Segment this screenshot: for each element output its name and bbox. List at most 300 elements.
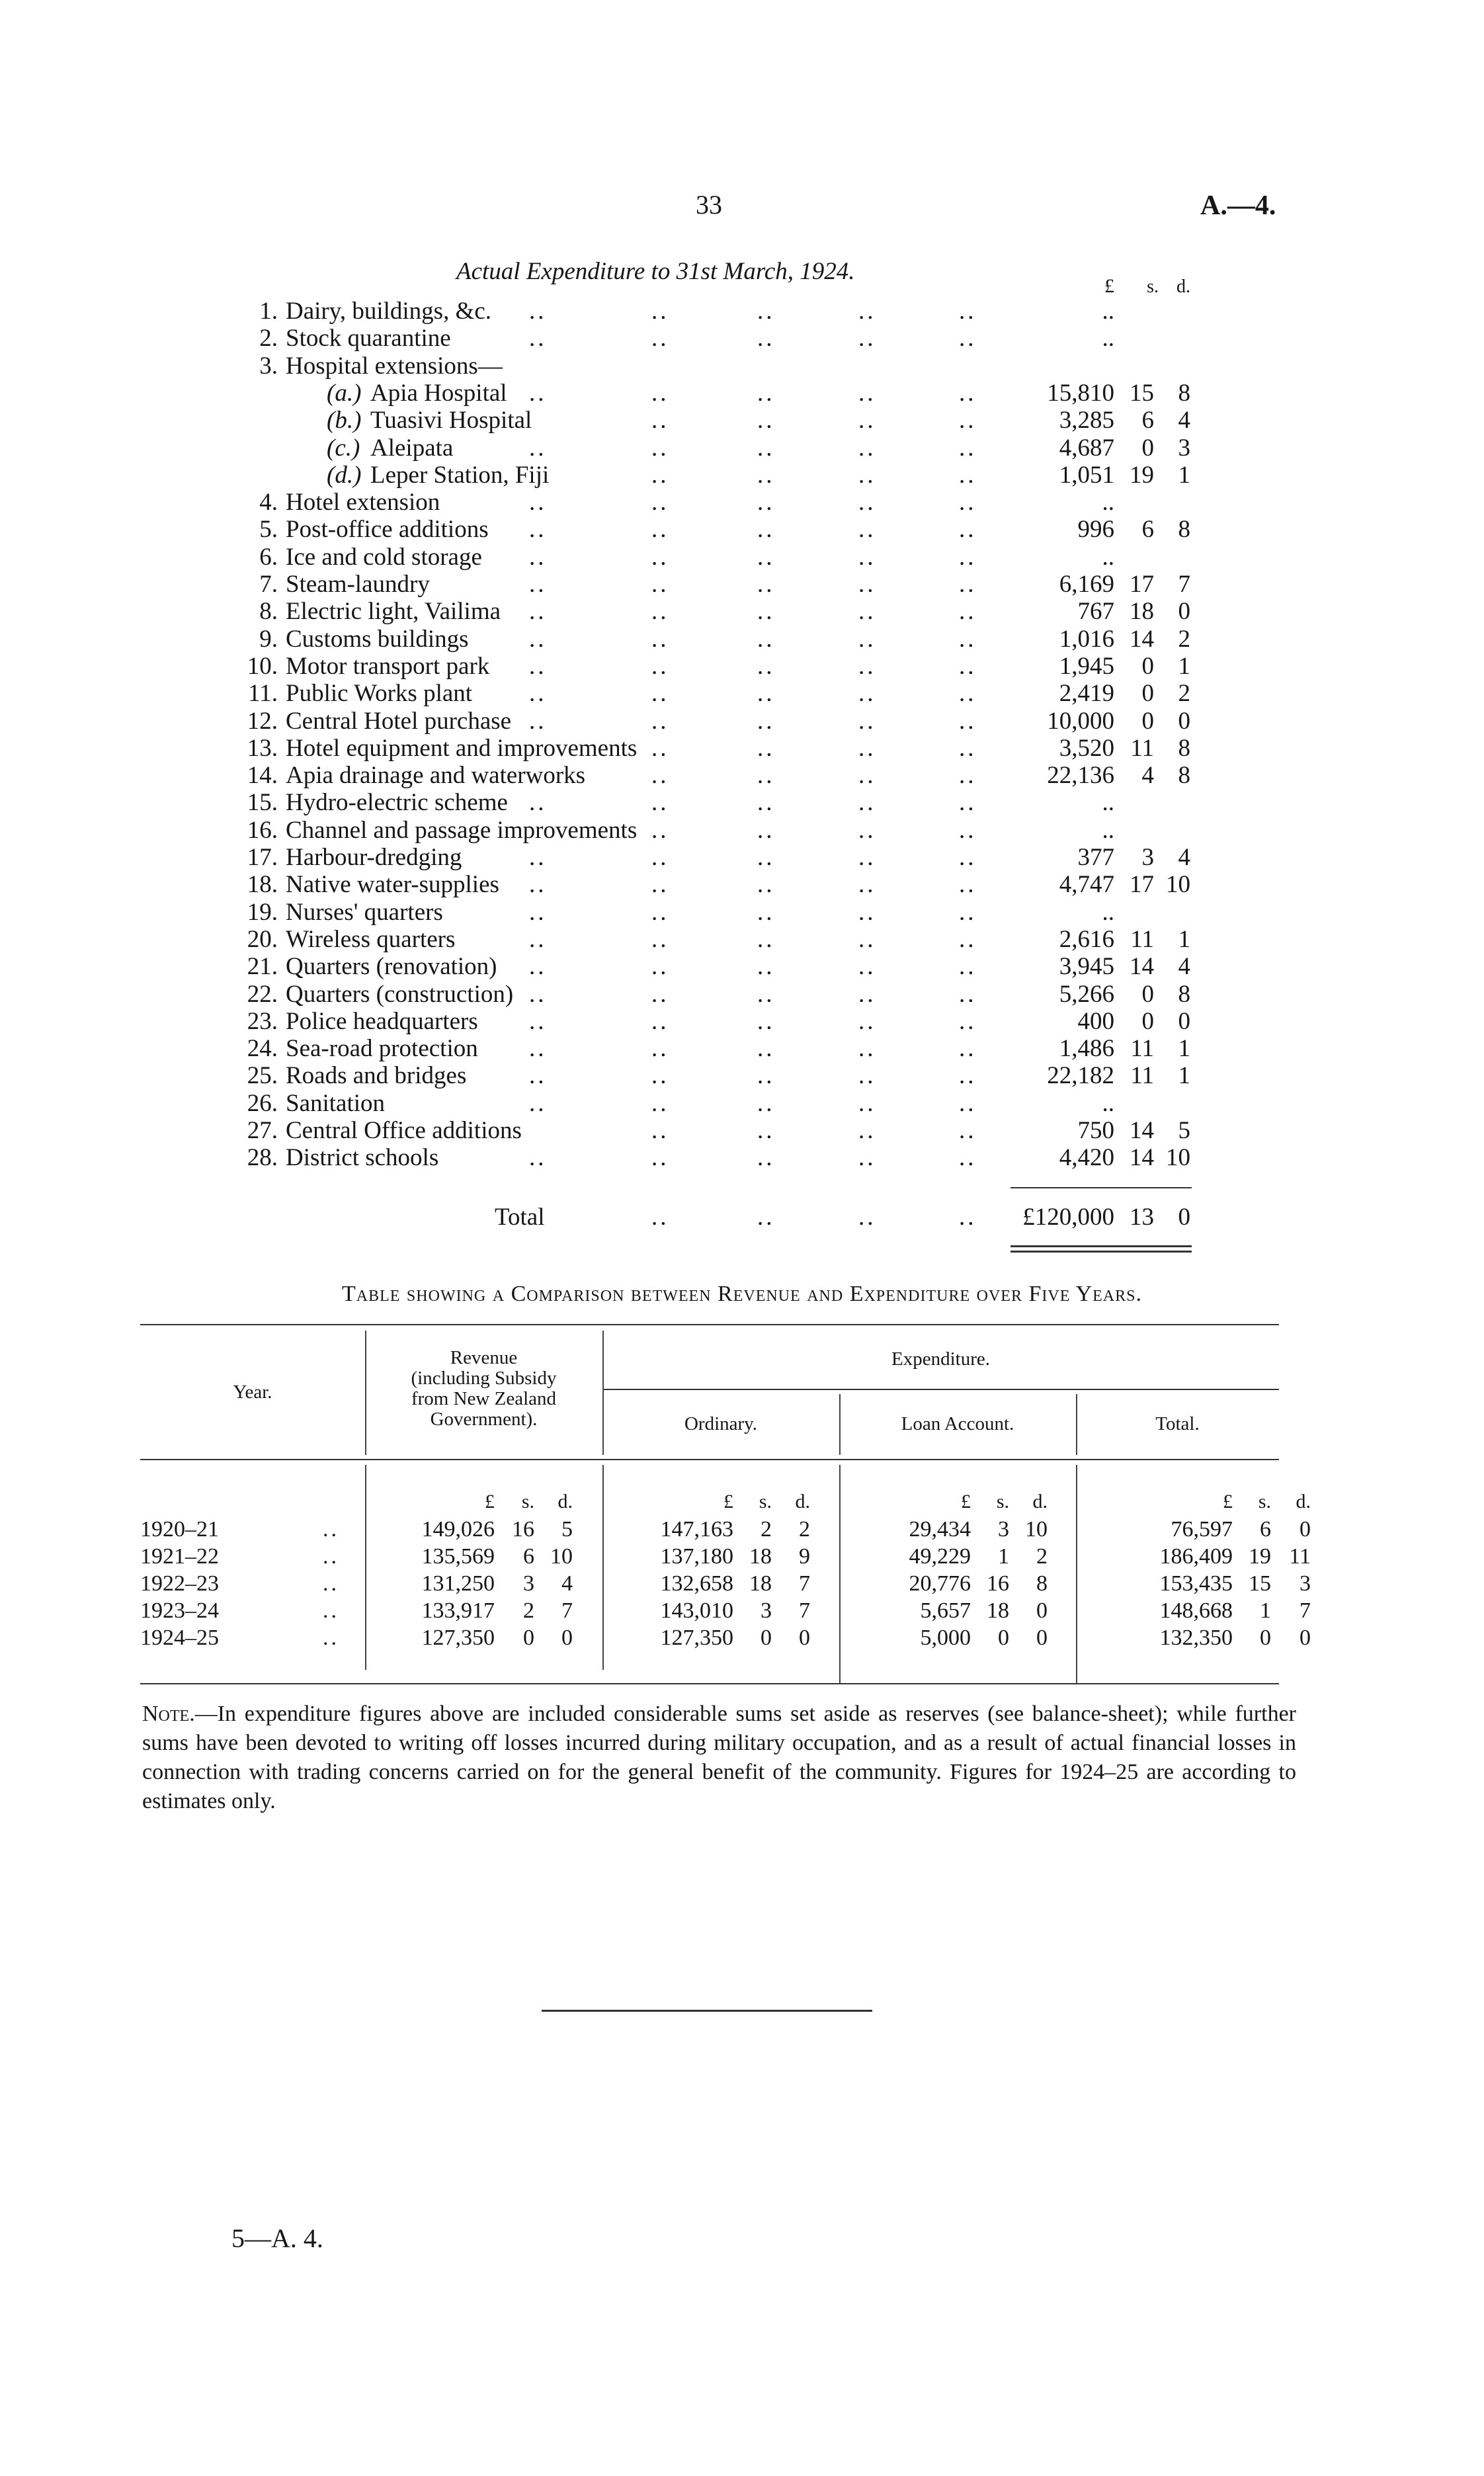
- column-divider: [1076, 1465, 1077, 1683]
- expenditure-subrule: [603, 1389, 1279, 1390]
- total-cell: 148,668: [1159, 1598, 1233, 1623]
- item-label: Roads and bridges: [286, 1062, 467, 1090]
- loan-cell: 16: [987, 1571, 1009, 1596]
- item-pounds: 5,266: [1059, 980, 1114, 1008]
- item-pounds: ..: [1102, 898, 1114, 926]
- leader-dots: ..: [651, 1062, 669, 1090]
- year-cell: 1922–23: [140, 1571, 219, 1596]
- loan-pence-unit: d.: [1032, 1491, 1048, 1512]
- item-pounds: ..: [1102, 543, 1114, 571]
- item-shillings: 4: [1141, 762, 1154, 790]
- header-loan-account: Loan Account.: [901, 1413, 1014, 1434]
- leader-dots: ..: [858, 625, 876, 653]
- item-shillings: 11: [1130, 1062, 1154, 1090]
- item-number: 6.: [259, 543, 278, 571]
- item-pence: 4: [1178, 407, 1190, 434]
- item-number: 16.: [247, 816, 278, 844]
- leader-dots: ..: [959, 789, 977, 817]
- revenue-cell: 0: [523, 1626, 534, 1650]
- total-pounds-unit: £: [1223, 1491, 1233, 1512]
- item-shillings: 3: [1141, 844, 1154, 871]
- leader-dots: ..: [757, 1144, 775, 1172]
- ordinary-pence-unit: d.: [795, 1491, 810, 1512]
- item-label: Dairy, buildings, &c.: [286, 298, 492, 325]
- item-pounds: 750: [1077, 1117, 1114, 1144]
- leader-dots: ..: [651, 816, 669, 844]
- item-number: 8.: [259, 598, 278, 626]
- leader-dots: ..: [757, 379, 775, 407]
- leader-dots: ..: [959, 898, 977, 926]
- leader-dots: ..: [529, 543, 547, 571]
- leader-dots: ..: [651, 461, 669, 489]
- leader-dots: ..: [529, 489, 547, 516]
- leader-dots: ..: [651, 871, 669, 899]
- total-cell: 7: [1299, 1598, 1311, 1623]
- leader-dots: ..: [959, 1117, 977, 1144]
- item-label: Stock quarantine: [286, 325, 451, 352]
- item-pence: 10: [1166, 1144, 1190, 1172]
- item-shillings: 14: [1130, 625, 1154, 653]
- item-shillings: 0: [1141, 652, 1154, 680]
- leader-dots: ..: [651, 762, 669, 790]
- leader-dots: ..: [959, 680, 977, 708]
- ordinary-cell: 132,658: [660, 1571, 733, 1596]
- leader-dots: ..: [323, 1544, 339, 1569]
- item-pounds: ..: [1102, 789, 1114, 817]
- ordinary-cell: 137,180: [660, 1544, 733, 1569]
- item-number: 10.: [247, 652, 278, 680]
- total-cell: 15: [1249, 1571, 1271, 1596]
- leader-dots: ..: [651, 680, 669, 708]
- leader-dots: ..: [959, 953, 977, 981]
- revenue-pounds-unit: £: [485, 1491, 495, 1512]
- item-pounds: 15,810: [1047, 379, 1114, 407]
- leader-dots: ..: [651, 980, 669, 1008]
- revenue-cell: 0: [561, 1626, 573, 1650]
- ordinary-cell: 7: [799, 1598, 810, 1623]
- leader-dots: ..: [757, 1089, 775, 1117]
- leader-dots: ..: [858, 734, 876, 762]
- leader-dots: ..: [651, 1204, 669, 1231]
- leader-dots: ..: [651, 925, 669, 953]
- item-label: Native water-supplies: [286, 871, 499, 899]
- total-cell: 19: [1249, 1544, 1271, 1569]
- leader-dots: ..: [757, 461, 775, 489]
- item-pence: 2: [1178, 625, 1190, 653]
- leader-dots: ..: [858, 325, 876, 352]
- item-pounds: 22,136: [1047, 762, 1114, 790]
- leader-dots: ..: [757, 816, 775, 844]
- ordinary-cell: 0: [761, 1626, 772, 1650]
- total-pence-unit: d.: [1296, 1491, 1311, 1512]
- item-shillings: 14: [1130, 1144, 1154, 1172]
- pence-header: d.: [1176, 276, 1190, 297]
- item-shillings: 0: [1141, 980, 1154, 1008]
- year-cell: 1920–21: [140, 1517, 219, 1542]
- item-shillings: 11: [1130, 925, 1154, 953]
- item-number: 5.: [259, 516, 278, 544]
- leader-dots: ..: [757, 680, 775, 708]
- leader-dots: ..: [757, 789, 775, 817]
- revenue-shillings-unit: s.: [521, 1491, 534, 1512]
- loan-cell: 20,776: [909, 1571, 971, 1596]
- item-label: Wireless quarters: [286, 925, 456, 953]
- total-cell: 76,597: [1171, 1517, 1233, 1542]
- item-label: Hotel equipment and improvements: [286, 734, 638, 762]
- leader-dots: ..: [529, 898, 547, 926]
- item-shillings: 14: [1130, 953, 1154, 981]
- item-label: Channel and passage improvements: [286, 816, 638, 844]
- revenue-cell: 149,026: [421, 1517, 495, 1542]
- leader-dots: ..: [959, 489, 977, 516]
- leader-dots: ..: [529, 980, 547, 1008]
- leader-dots: ..: [959, 871, 977, 899]
- item-pounds: 2,616: [1059, 925, 1114, 953]
- leader-dots: ..: [858, 844, 876, 871]
- leader-dots: ..: [959, 543, 977, 571]
- revenue-cell: 131,250: [421, 1571, 495, 1596]
- item-number: 13.: [247, 734, 278, 762]
- item-pounds: ..: [1102, 489, 1114, 516]
- leader-dots: ..: [529, 379, 547, 407]
- revenue-cell: 135,569: [421, 1544, 495, 1569]
- item-label: District schools: [286, 1144, 439, 1172]
- item-pounds: 3,520: [1059, 734, 1114, 762]
- item-label: Hydro-electric scheme: [286, 789, 508, 817]
- item-number: 3.: [259, 352, 278, 380]
- total-cell: 0: [1299, 1517, 1311, 1542]
- total-cell: 0: [1260, 1626, 1271, 1650]
- item-label: Public Works plant: [286, 680, 473, 708]
- total-cell: 153,435: [1159, 1571, 1233, 1596]
- item-number: 2.: [259, 325, 278, 352]
- leader-dots: ..: [529, 844, 547, 871]
- leader-dots: ..: [529, 298, 547, 325]
- leader-dots: ..: [858, 707, 876, 735]
- total-label: Total: [495, 1204, 545, 1231]
- leader-dots: ..: [757, 325, 775, 352]
- leader-dots: ..: [757, 489, 775, 516]
- item-shillings: 18: [1130, 598, 1154, 626]
- revenue-cell: 4: [561, 1571, 573, 1596]
- item-pence: 2: [1178, 680, 1190, 708]
- item-number: 12.: [247, 707, 278, 735]
- item-number: 17.: [247, 844, 278, 871]
- leader-dots: ..: [757, 1117, 775, 1144]
- leader-dots: ..: [959, 461, 977, 489]
- total-cell: 0: [1299, 1626, 1311, 1650]
- item-pounds: 1,016: [1059, 625, 1114, 653]
- loan-cell: 10: [1025, 1517, 1048, 1542]
- loan-cell: 49,229: [909, 1544, 971, 1569]
- document-reference: A.—4.: [1200, 190, 1276, 221]
- leader-dots: ..: [757, 571, 775, 598]
- leader-dots: ..: [529, 434, 547, 462]
- leader-dots: ..: [651, 1089, 669, 1117]
- leader-dots: ..: [858, 925, 876, 953]
- leader-dots: ..: [858, 1204, 876, 1231]
- loan-cell: 29,434: [909, 1517, 971, 1542]
- leader-dots: ..: [651, 379, 669, 407]
- leader-dots: ..: [757, 1062, 775, 1090]
- loan-cell: 5,000: [920, 1626, 971, 1650]
- item-label: Tuasivi Hospital: [370, 407, 532, 434]
- leader-dots: ..: [959, 379, 977, 407]
- revenue-cell: 7: [561, 1598, 573, 1623]
- leader-dots: ..: [858, 652, 876, 680]
- item-pence: 8: [1178, 762, 1190, 790]
- total-shillings-unit: s.: [1258, 1491, 1271, 1512]
- leader-dots: ..: [757, 298, 775, 325]
- leader-dots: ..: [529, 1062, 547, 1090]
- leader-dots: ..: [651, 407, 669, 434]
- item-pence: 8: [1178, 379, 1190, 407]
- header-revenue-line: Government).: [430, 1409, 538, 1430]
- ordinary-cell: 7: [799, 1571, 810, 1596]
- leader-dots: ..: [529, 1007, 547, 1035]
- item-pence: 5: [1178, 1117, 1190, 1144]
- item-pence: 1: [1178, 1062, 1190, 1090]
- header-ordinary: Ordinary.: [684, 1413, 758, 1434]
- note-paragraph: [142, 1700, 1296, 1816]
- item-sub-letter: (a.): [327, 379, 362, 407]
- item-shillings: 17: [1130, 571, 1154, 598]
- leader-dots: ..: [651, 652, 669, 680]
- ordinary-cell: 143,010: [660, 1598, 733, 1623]
- ordinary-cell: 3: [761, 1598, 772, 1623]
- leader-dots: ..: [959, 598, 977, 626]
- total-shillings: 13: [1130, 1204, 1154, 1231]
- leader-dots: ..: [959, 816, 977, 844]
- leader-dots: ..: [757, 734, 775, 762]
- ordinary-cell: 18: [749, 1571, 772, 1596]
- leader-dots: ..: [529, 325, 547, 352]
- leader-dots: ..: [959, 516, 977, 544]
- item-pence: 0: [1178, 1007, 1190, 1035]
- leader-dots: ..: [651, 625, 669, 653]
- item-pence: 0: [1178, 707, 1190, 735]
- item-pounds: 6,169: [1059, 571, 1114, 598]
- item-number: 21.: [247, 953, 278, 981]
- leader-dots: ..: [858, 898, 876, 926]
- item-number: 23.: [247, 1007, 278, 1035]
- revenue-cell: 10: [550, 1544, 573, 1569]
- item-shillings: 14: [1130, 1117, 1154, 1144]
- header-revenue-line: Revenue: [450, 1347, 518, 1368]
- item-shillings: 0: [1141, 434, 1154, 462]
- leader-dots: ..: [858, 871, 876, 899]
- item-sub-letter: (b.): [327, 407, 362, 434]
- item-shillings: 0: [1141, 707, 1154, 735]
- item-pounds: 1,486: [1059, 1035, 1114, 1063]
- leader-dots: ..: [529, 680, 547, 708]
- leader-dots: ..: [858, 789, 876, 817]
- item-shillings: 17: [1130, 871, 1154, 899]
- item-label: Electric light, Vailima: [286, 598, 501, 626]
- item-number: 11.: [248, 680, 278, 708]
- leader-dots: ..: [757, 434, 775, 462]
- header-bottom-rule: [140, 1459, 1279, 1460]
- item-pence: 3: [1178, 434, 1190, 462]
- revenue-cell: 2: [523, 1598, 534, 1623]
- item-shillings: 11: [1130, 1035, 1154, 1063]
- header-revenue-line: from New Zealand: [411, 1388, 556, 1409]
- leader-dots: ..: [858, 1144, 876, 1172]
- closing-rule: [542, 2010, 872, 2012]
- table-top-rule: [140, 1324, 1279, 1325]
- item-number: 22.: [247, 980, 278, 1008]
- leader-dots: ..: [959, 325, 977, 352]
- item-pence: 8: [1178, 980, 1190, 1008]
- item-pence: 4: [1178, 844, 1190, 871]
- leader-dots: ..: [651, 707, 669, 735]
- item-pence: 7: [1178, 571, 1190, 598]
- leader-dots: ..: [959, 844, 977, 871]
- item-pence: 4: [1178, 953, 1190, 981]
- item-number: 24.: [247, 1035, 278, 1063]
- item-pence: 8: [1178, 516, 1190, 544]
- leader-dots: ..: [529, 925, 547, 953]
- item-pence: 1: [1178, 925, 1190, 953]
- year-cell: 1921–22: [140, 1544, 219, 1569]
- leader-dots: ..: [323, 1626, 339, 1650]
- loan-shillings-unit: s.: [996, 1491, 1009, 1512]
- revenue-cell: 3: [523, 1571, 534, 1596]
- item-label: Aleipata: [370, 434, 454, 462]
- ordinary-cell: 2: [799, 1517, 810, 1542]
- total-cell: 186,409: [1159, 1544, 1233, 1569]
- leader-dots: ..: [651, 571, 669, 598]
- ordinary-cell: 147,163: [660, 1517, 733, 1542]
- leader-dots: ..: [651, 598, 669, 626]
- leader-dots: ..: [959, 1204, 977, 1231]
- leader-dots: ..: [858, 1062, 876, 1090]
- ordinary-cell: 18: [749, 1544, 772, 1569]
- leader-dots: ..: [529, 871, 547, 899]
- leader-dots: ..: [651, 543, 669, 571]
- loan-cell: 5,657: [920, 1598, 971, 1623]
- page-number: 33: [696, 190, 722, 220]
- leader-dots: ..: [651, 325, 669, 352]
- item-pounds: 1,051: [1059, 461, 1114, 489]
- leader-dots: ..: [757, 598, 775, 626]
- loan-cell: 0: [998, 1626, 1009, 1650]
- leader-dots: ..: [959, 625, 977, 653]
- item-label: Sanitation: [286, 1089, 386, 1117]
- leader-dots: ..: [757, 871, 775, 899]
- item-pounds: 4,687: [1059, 434, 1114, 462]
- item-pence: 1: [1178, 652, 1190, 680]
- leader-dots: ..: [529, 953, 547, 981]
- leader-dots: ..: [959, 1035, 977, 1063]
- loan-cell: 2: [1036, 1544, 1048, 1569]
- item-label: Apia Hospital: [370, 379, 507, 407]
- leader-dots: ..: [757, 844, 775, 871]
- header-revenue-line: (including Subsidy: [411, 1368, 557, 1389]
- item-pence: 8: [1178, 734, 1190, 762]
- leader-dots: ..: [858, 680, 876, 708]
- total-cell: 11: [1289, 1544, 1311, 1569]
- leader-dots: ..: [858, 980, 876, 1008]
- leader-dots: ..: [757, 625, 775, 653]
- item-pence: 1: [1178, 461, 1190, 489]
- item-pounds: ..: [1102, 816, 1114, 844]
- header-total: Total.: [1155, 1413, 1200, 1434]
- revenue-pence-unit: d.: [557, 1491, 573, 1512]
- leader-dots: ..: [959, 407, 977, 434]
- item-label: Police headquarters: [286, 1007, 478, 1035]
- leader-dots: ..: [757, 762, 775, 790]
- ordinary-shillings-unit: s.: [759, 1491, 772, 1512]
- loan-cell: 18: [987, 1598, 1009, 1623]
- item-number: 4.: [259, 489, 278, 516]
- item-number: 7.: [259, 571, 278, 598]
- item-pounds: 3,285: [1059, 407, 1114, 434]
- item-pounds: 22,182: [1047, 1062, 1114, 1090]
- total-cell: 1: [1260, 1598, 1271, 1623]
- loan-cell: 0: [1036, 1598, 1048, 1623]
- item-shillings: 0: [1141, 680, 1154, 708]
- item-shillings: 11: [1130, 734, 1154, 762]
- item-label: Leper Station, Fiji: [370, 461, 550, 489]
- leader-dots: ..: [858, 1035, 876, 1063]
- leader-dots: ..: [757, 652, 775, 680]
- item-pounds: ..: [1102, 298, 1114, 325]
- leader-dots: ..: [959, 1062, 977, 1090]
- table-bottom-rule: [140, 1683, 1279, 1684]
- pounds-header: £: [1104, 275, 1114, 297]
- leader-dots: ..: [529, 598, 547, 626]
- item-pounds: 4,747: [1059, 871, 1114, 899]
- leader-dots: ..: [757, 543, 775, 571]
- leader-dots: ..: [959, 762, 977, 790]
- item-number: 25.: [247, 1062, 278, 1090]
- leader-dots: ..: [757, 1035, 775, 1063]
- leader-dots: ..: [858, 489, 876, 516]
- revenue-cell: 16: [512, 1517, 534, 1542]
- year-cell: 1923–24: [140, 1598, 219, 1623]
- item-sub-letter: (d.): [327, 461, 362, 489]
- item-number: 15.: [247, 789, 278, 817]
- leader-dots: ..: [529, 516, 547, 544]
- leader-dots: ..: [959, 434, 977, 462]
- total-pence: 0: [1178, 1204, 1190, 1231]
- leader-dots: ..: [651, 298, 669, 325]
- leader-dots: ..: [757, 898, 775, 926]
- leader-dots: ..: [529, 1035, 547, 1063]
- item-label: Motor transport park: [286, 652, 490, 680]
- item-label: Quarters (construction): [286, 980, 514, 1008]
- leader-dots: ..: [757, 953, 775, 981]
- item-pounds: 4,420: [1059, 1144, 1114, 1172]
- leader-dots: ..: [959, 298, 977, 325]
- leader-dots: ..: [651, 953, 669, 981]
- leader-dots: ..: [959, 1089, 977, 1117]
- leader-dots: ..: [651, 789, 669, 817]
- leader-dots: ..: [529, 707, 547, 735]
- leader-dots: ..: [959, 1144, 977, 1172]
- item-shillings: 6: [1141, 516, 1154, 544]
- leader-dots: ..: [757, 1007, 775, 1035]
- leader-dots: ..: [858, 516, 876, 544]
- item-label: Ice and cold storage: [286, 543, 482, 571]
- leader-dots: ..: [959, 734, 977, 762]
- leader-dots: ..: [858, 598, 876, 626]
- note-label: Note.: [142, 1702, 195, 1726]
- item-number: 20.: [247, 925, 278, 953]
- column-divider: [365, 1465, 366, 1670]
- total-cell: 132,350: [1159, 1626, 1233, 1650]
